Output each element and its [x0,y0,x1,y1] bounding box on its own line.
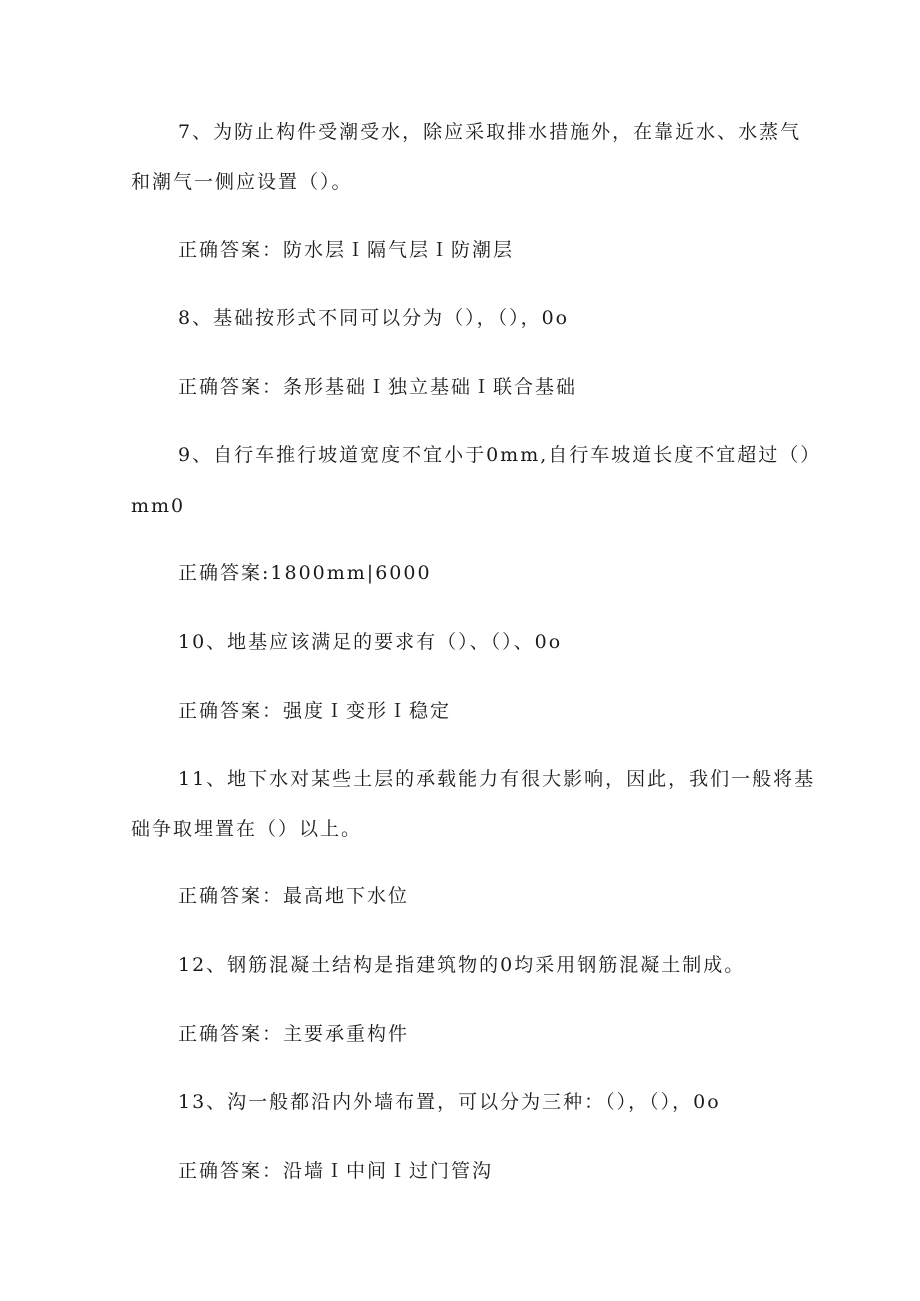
question-8-answer: 正确答案：条形基础Ｉ独立基础Ｉ联合基础 [178,376,578,398]
question-10-answer: 正确答案：强度Ｉ变形Ｉ稳定 [178,700,452,722]
question-9-answer: 正确答案:1800mm|6000 [178,562,432,584]
question-9-text: 9、自行车推行坡道宽度不宜小于0mm,自行车坡道长度不宜超过（） [178,444,822,466]
question-8-text: 8、基础按形式不同可以分为（），（），0o [178,307,570,329]
question-7-text: 7、为防止构件受潮受水，除应采取排水措施外，在靠近水、水蒸气 [178,121,802,143]
question-11-text: 11、地下水对某些土层的承载能力有很大影响，因此，我们一般将基 [178,768,816,790]
question-13-answer: 正确答案：沿墙Ｉ中间Ｉ过门管沟 [178,1160,494,1182]
question-12-answer: 正确答案：主要承重构件 [178,1023,410,1045]
question-11-answer: 正确答案：最高地下水位 [178,885,410,907]
question-10-text: 10、地基应该满足的要求有（）、（）、0o [178,631,563,653]
question-7-text-continued: 和潮气一侧应设置（）。 [131,171,353,193]
question-9-text-continued: mm0 [131,495,186,517]
question-7-answer: 正确答案：防水层Ｉ隔气层Ｉ防潮层 [178,239,515,261]
question-12-text: 12、钢筋混凝土结构是指建筑物的0均采用钢筋混凝土制成。 [178,954,746,976]
question-11-text-continued: 础争取埋置在（）以上。 [131,818,363,840]
question-13-text: 13、沟一般都沿内外墙布置，可以分为三种：（），（），0o [178,1091,721,1113]
